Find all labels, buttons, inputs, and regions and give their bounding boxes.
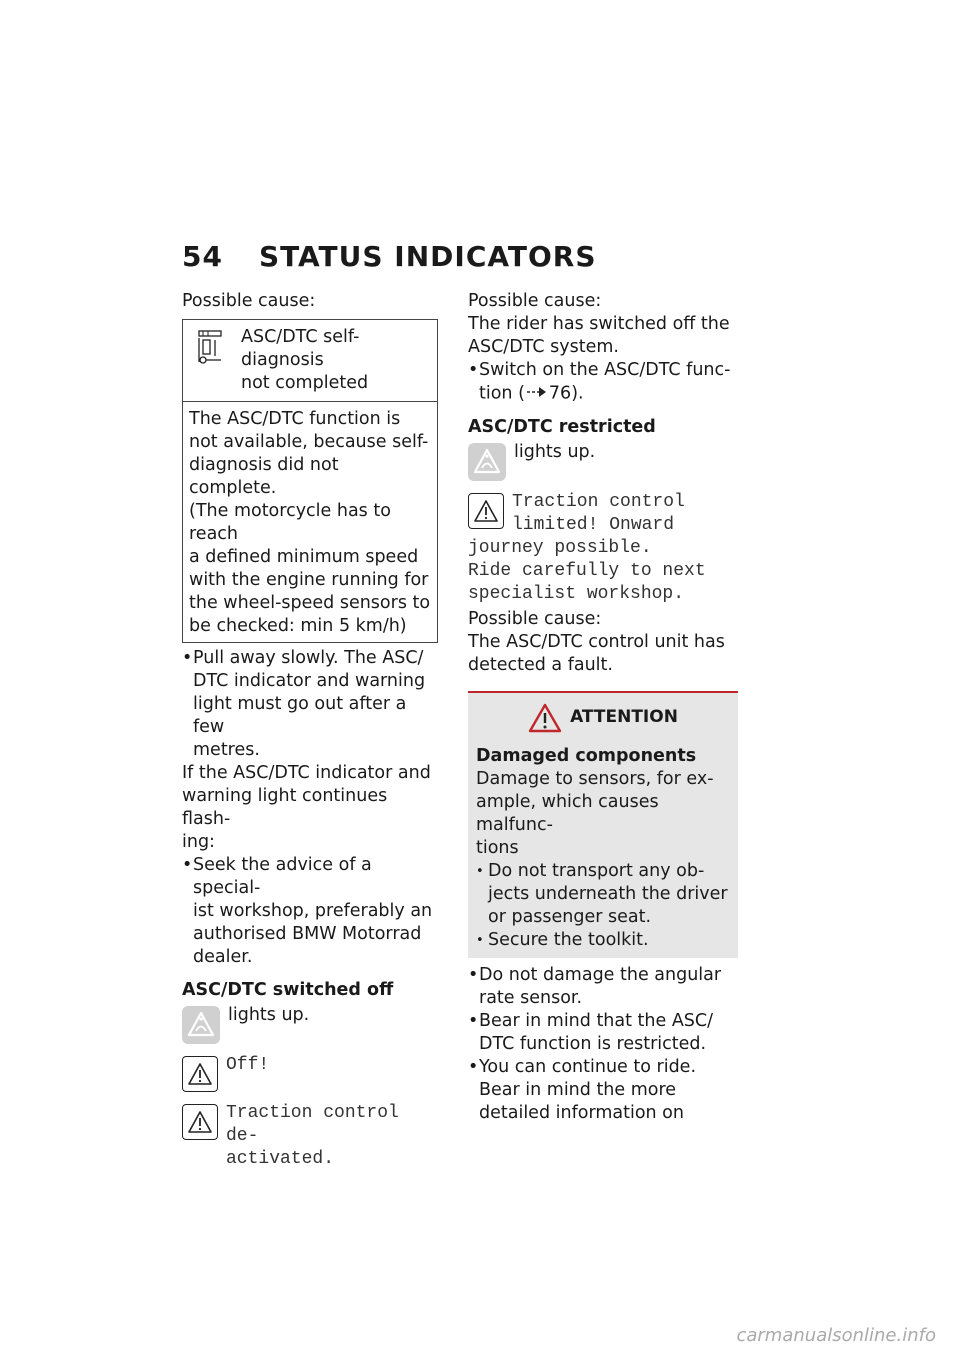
asc-dtc-indicator-icon xyxy=(468,443,506,481)
attention-item-line: or passenger seat. xyxy=(488,906,652,927)
cause-text: The rider has switched off the xyxy=(468,314,730,334)
attention-item-line: • Secure the toolkit. xyxy=(488,929,649,950)
heading-asc-dtc-restricted: ASC/DTC restricted xyxy=(468,416,656,437)
bullet-seek-advice xyxy=(182,854,438,969)
attention-text: tions xyxy=(476,837,519,858)
lights-up-text: lights up. xyxy=(228,1005,310,1025)
attention-text: Damage to sensors, for ex- xyxy=(476,768,714,789)
bullet-restricted xyxy=(468,1010,738,1056)
attention-box xyxy=(468,691,738,958)
bullet-line: • Switch on the ASC/DTC func- xyxy=(479,360,731,380)
attention-item xyxy=(476,929,730,952)
page-header xyxy=(182,240,597,273)
box-body-line: with the engine running for xyxy=(189,570,429,590)
attention-warning-icon xyxy=(528,703,562,733)
bullet-line: • Do not damage the angular xyxy=(479,964,722,985)
box-body-line: the wheel-speed sensors to xyxy=(189,593,431,613)
attention-subheading: Damaged components xyxy=(476,745,697,766)
box-body-line: diagnosis did not complete. xyxy=(189,455,339,498)
possible-cause-label: Possible cause: xyxy=(468,291,602,311)
bullet-line-part: tion ( xyxy=(479,383,525,404)
bullet-line: • Bear in mind that the ASC/ xyxy=(479,1010,714,1031)
bullet-line xyxy=(479,382,738,406)
bullet-continue xyxy=(468,1056,738,1125)
msg-limited-line: Traction control xyxy=(512,491,685,512)
bullet-line: DTC function is restricted. xyxy=(479,1033,707,1054)
cause-text: ASC/DTC system. xyxy=(468,337,619,357)
asc-dtc-indicator-icon xyxy=(182,1006,220,1044)
warning-triangle-icon xyxy=(182,1056,218,1092)
if-text: If the ASC/DTC indicator and xyxy=(182,763,431,783)
bullet-line: ist workshop, preferably an xyxy=(193,901,433,921)
msg-limited-line: Ride carefully to next xyxy=(468,560,706,581)
possible-cause-label: Possible cause: xyxy=(468,608,602,629)
box-body-line: not available, because self- xyxy=(189,432,429,452)
left-column xyxy=(182,290,438,1171)
warning-triangle-icon xyxy=(182,1104,218,1140)
possible-cause-label: Possible cause: xyxy=(182,291,316,311)
bullet-line: authorised BMW Motorrad xyxy=(193,924,422,944)
box-title-line-1: ASC/DTC self-diagnosis xyxy=(241,327,360,370)
bullet-pull-away xyxy=(182,647,438,762)
attention-title xyxy=(476,703,730,733)
right-column xyxy=(468,290,738,1125)
box-body-line: (The motorcycle has to reach xyxy=(189,501,391,544)
page-reference[interactable]: 76). xyxy=(548,383,584,404)
msg-deactivated-line-2: activated. xyxy=(226,1149,335,1169)
attention-title-text: ATTENTION xyxy=(570,707,678,727)
footer-watermark: carmanualsonline.info xyxy=(736,1325,936,1346)
box-body-line: The ASC/DTC function is xyxy=(189,409,401,429)
bullet-angular-sensor xyxy=(468,964,738,1010)
bullet-line: • Seek the advice of a special- xyxy=(193,855,372,898)
bullet-line: detailed information on xyxy=(479,1102,684,1123)
arrow-right-icon[interactable] xyxy=(527,382,547,405)
bullet-line: • You can continue to ride. xyxy=(479,1056,697,1077)
diagnosis-icon xyxy=(195,330,229,395)
bullet-line: light must go out after a few xyxy=(193,694,407,737)
attention-item-line: • Do not transport any ob- xyxy=(488,860,705,881)
box-title-line-2: not completed xyxy=(241,373,369,393)
msg-off: Off! xyxy=(226,1055,270,1075)
page-title: STATUS INDICATORS xyxy=(258,240,597,273)
if-text: ing: xyxy=(182,832,215,852)
heading-asc-dtc-switched-off: ASC/DTC switched off xyxy=(182,980,394,1000)
msg-limited-line: journey possible. xyxy=(468,537,652,558)
bullet-line: metres. xyxy=(193,740,260,760)
bullet-switch-on xyxy=(468,359,738,406)
bullet-line: dealer. xyxy=(193,947,253,967)
attention-item-line: jects underneath the driver xyxy=(488,883,728,904)
bullet-line: DTC indicator and warning xyxy=(193,671,426,691)
diagnosis-info-box xyxy=(182,319,438,643)
attention-item xyxy=(476,860,730,929)
bullet-line: • Pull away slowly. The ASC/ xyxy=(193,648,424,668)
msg-limited-line: limited! Onward xyxy=(512,514,675,535)
warning-triangle-icon xyxy=(468,493,504,529)
page-number: 54 xyxy=(182,240,223,273)
bullet-line: Bear in mind the more xyxy=(479,1079,677,1100)
if-text: warning light continues flash- xyxy=(182,786,388,829)
msg-deactivated-line-1: Traction control de- xyxy=(226,1103,399,1146)
bullet-line: rate sensor. xyxy=(479,987,583,1008)
fault-text: detected a fault. xyxy=(468,654,613,675)
box-body-line: be checked: min 5 km/h) xyxy=(189,616,407,636)
lights-up-text: lights up. xyxy=(514,441,596,462)
attention-text: ample, which causes malfunc- xyxy=(476,791,659,835)
box-body-line: a defined minimum speed xyxy=(189,547,419,567)
msg-limited-line: specialist workshop. xyxy=(468,583,685,604)
fault-text: The ASC/DTC control unit has xyxy=(468,631,725,652)
